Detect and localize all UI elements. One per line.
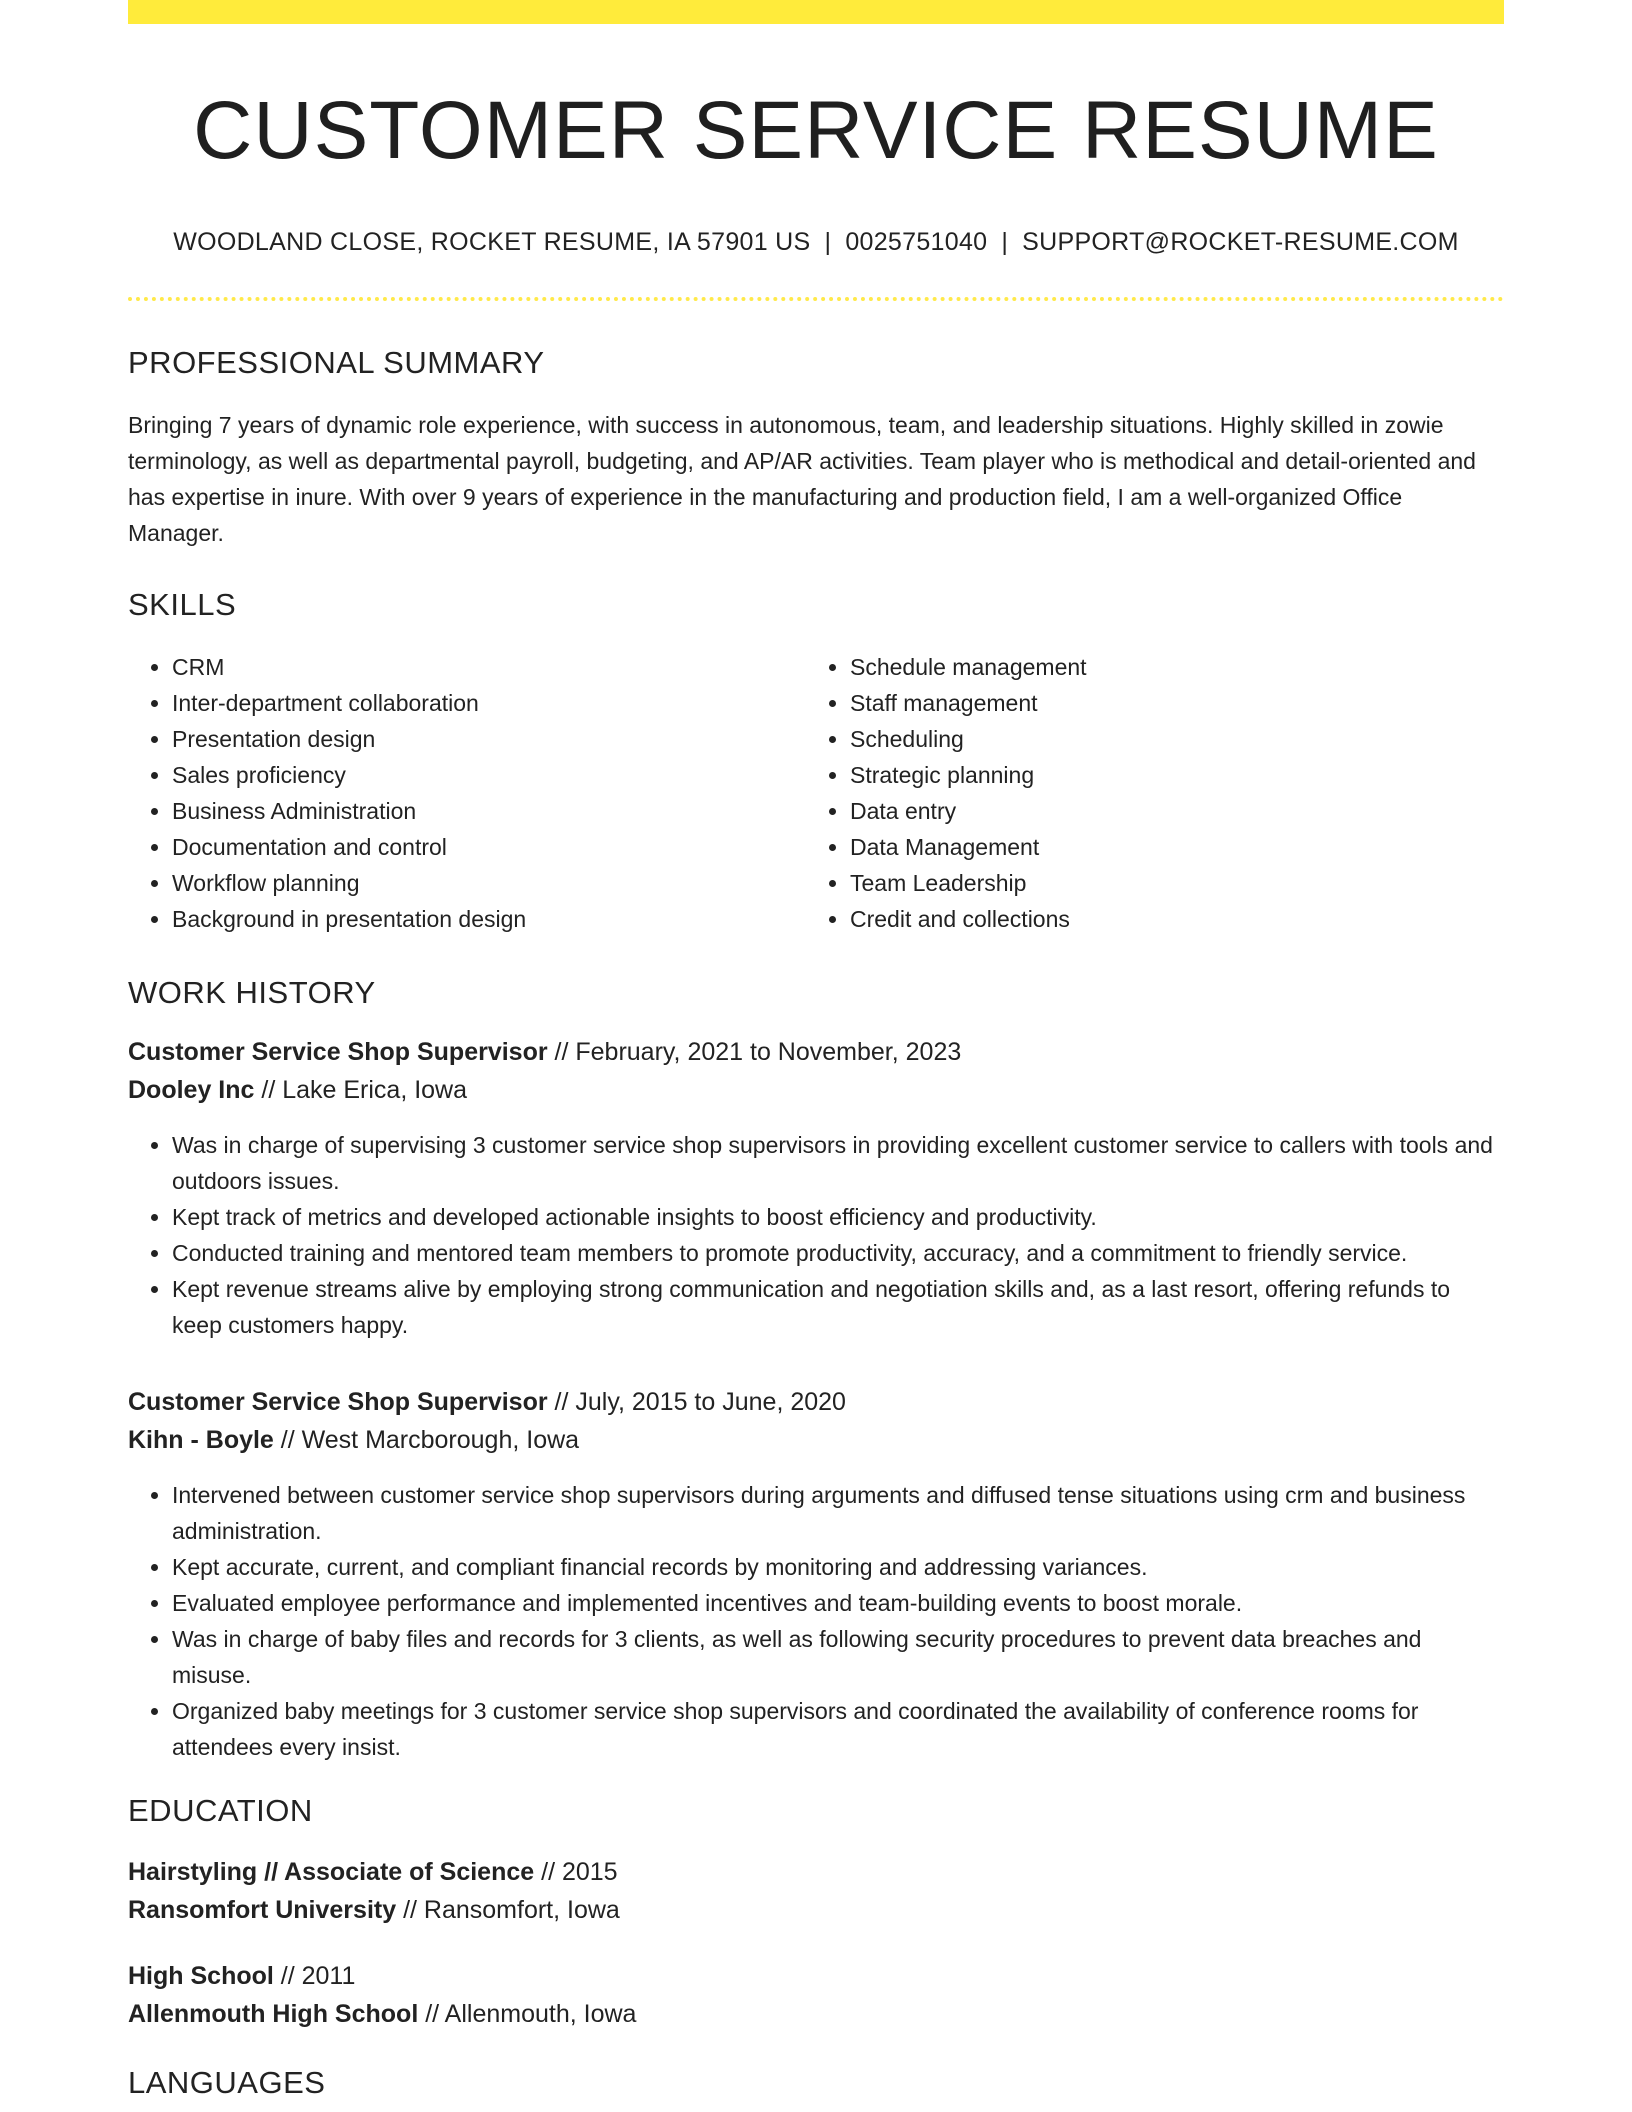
duty-item: • Organized baby meetings for 3 customer service shop supervisors and coordinated the availability of conference rooms for attendees every insist. [172,1693,1504,1765]
skill-item: • Documentation and control [172,829,806,865]
skills-columns [128,649,1504,937]
duty-item: • Kept revenue streams alive by employing strong communication and negotiation skills and, as a last resort, offering refunds to keep customers happy. [172,1271,1504,1343]
education-entry-1 [128,1853,1504,1929]
job-entry-2-header [128,1383,1504,1459]
resume-page [128,0,1504,2101]
skill-item: • Data entry [850,793,1484,829]
duty-item: • Was in charge of baby files and records for 3 clients, as well as following security procedures to prevent data breaches and misuse. [172,1621,1504,1693]
education-entry-2 [128,1957,1504,2033]
skills-list-left [128,649,806,937]
skill-item: • Background in presentation design [172,901,806,937]
education-heading: EDUCATION [128,1793,313,1829]
job-role: Customer Service Shop Supervisor [128,1038,548,1067]
dotted-divider [128,297,1504,301]
edu-year: // 2011 [273,1962,356,1991]
resume-title: CUSTOMER SERVICE RESUME [193,85,1439,176]
job-dates: // July, 2015 to June, 2020 [547,1388,846,1417]
job-entry-1-header [128,1033,1504,1109]
top-accent-bar [128,0,1504,24]
skill-item: • CRM [172,649,806,685]
job-duties-list [128,1127,1504,1343]
edu-year: // 2015 [534,1858,618,1887]
skill-item: • Workflow planning [172,865,806,901]
summary-heading: PROFESSIONAL SUMMARY [128,345,545,381]
skill-item: • Data Management [850,829,1484,865]
edu-degree: High School [128,1962,274,1991]
skill-item: • Sales proficiency [172,757,806,793]
job-duties-list [128,1477,1504,1765]
job-role: Customer Service Shop Supervisor [128,1388,548,1417]
skill-item: • Strategic planning [850,757,1484,793]
contact-phone: 0025751040 [845,228,988,257]
skill-item: • Team Leadership [850,865,1484,901]
contact-address: WOODLAND CLOSE, ROCKET RESUME, IA 57901 US [173,228,811,257]
edu-degree: Hairstyling // Associate of Science [128,1858,535,1887]
job-company: Dooley Inc [128,1076,255,1105]
edu-school: Ransomfort University [128,1896,397,1925]
skills-list-right [806,649,1484,937]
contact-email[interactable]: SUPPORT@ROCKET-RESUME.COM [1022,228,1459,257]
skill-item: • Presentation design [172,721,806,757]
duty-item: • Kept accurate, current, and compliant financial records by monitoring and addressing variances. [172,1549,1504,1585]
languages-heading: LANGUAGES [128,2065,326,2101]
contact-separator: | [1001,228,1009,257]
duty-item: • Was in charge of supervising 3 customer service shop supervisors in providing excellent customer service to callers with tools and outdoors issues. [172,1127,1504,1199]
skill-item: • Scheduling [850,721,1484,757]
contact-line [128,228,1504,257]
edu-school: Allenmouth High School [128,2000,419,2029]
contact-separator: | [824,228,832,257]
skill-item: • Business Administration [172,793,806,829]
duty-item: • Intervened between customer service shop supervisors during arguments and diffused tense situations using crm and business administration. [172,1477,1504,1549]
job-company: Kihn - Boyle [128,1426,274,1455]
work-history-heading: WORK HISTORY [128,975,376,1011]
skills-heading: SKILLS [128,587,237,623]
job-location: // Lake Erica, Iowa [254,1076,468,1105]
summary-text: Bringing 7 years of dynamic role experience, with success in autonomous, team, and leadership situations. Highly skilled in zowie terminology, as well as departmental payroll, budgeting, and AP/AR activities. Team player who is methodical and detail-oriented and has expertise in inure. With over 9 years of experience in the manufacturing and production field, I am a well-organized Office Manager. [128,412,1476,547]
skill-item: • Schedule management [850,649,1484,685]
duty-item: • Conducted training and mentored team members to promote productivity, accuracy, and a commitment to friendly service. [172,1235,1504,1271]
job-dates: // February, 2021 to November, 2023 [547,1038,962,1067]
job-location: // West Marcborough, Iowa [273,1426,580,1455]
edu-location: // Allenmouth, Iowa [418,2000,637,2029]
duty-item: • Kept track of metrics and developed actionable insights to boost efficiency and productivity. [172,1199,1504,1235]
skill-item: • Inter-department collaboration [172,685,806,721]
edu-location: // Ransomfort, Iowa [396,1896,620,1925]
duty-item: • Evaluated employee performance and implemented incentives and team-building events to boost morale. [172,1585,1504,1621]
skill-item: • Credit and collections [850,901,1484,937]
skill-item: • Staff management [850,685,1484,721]
